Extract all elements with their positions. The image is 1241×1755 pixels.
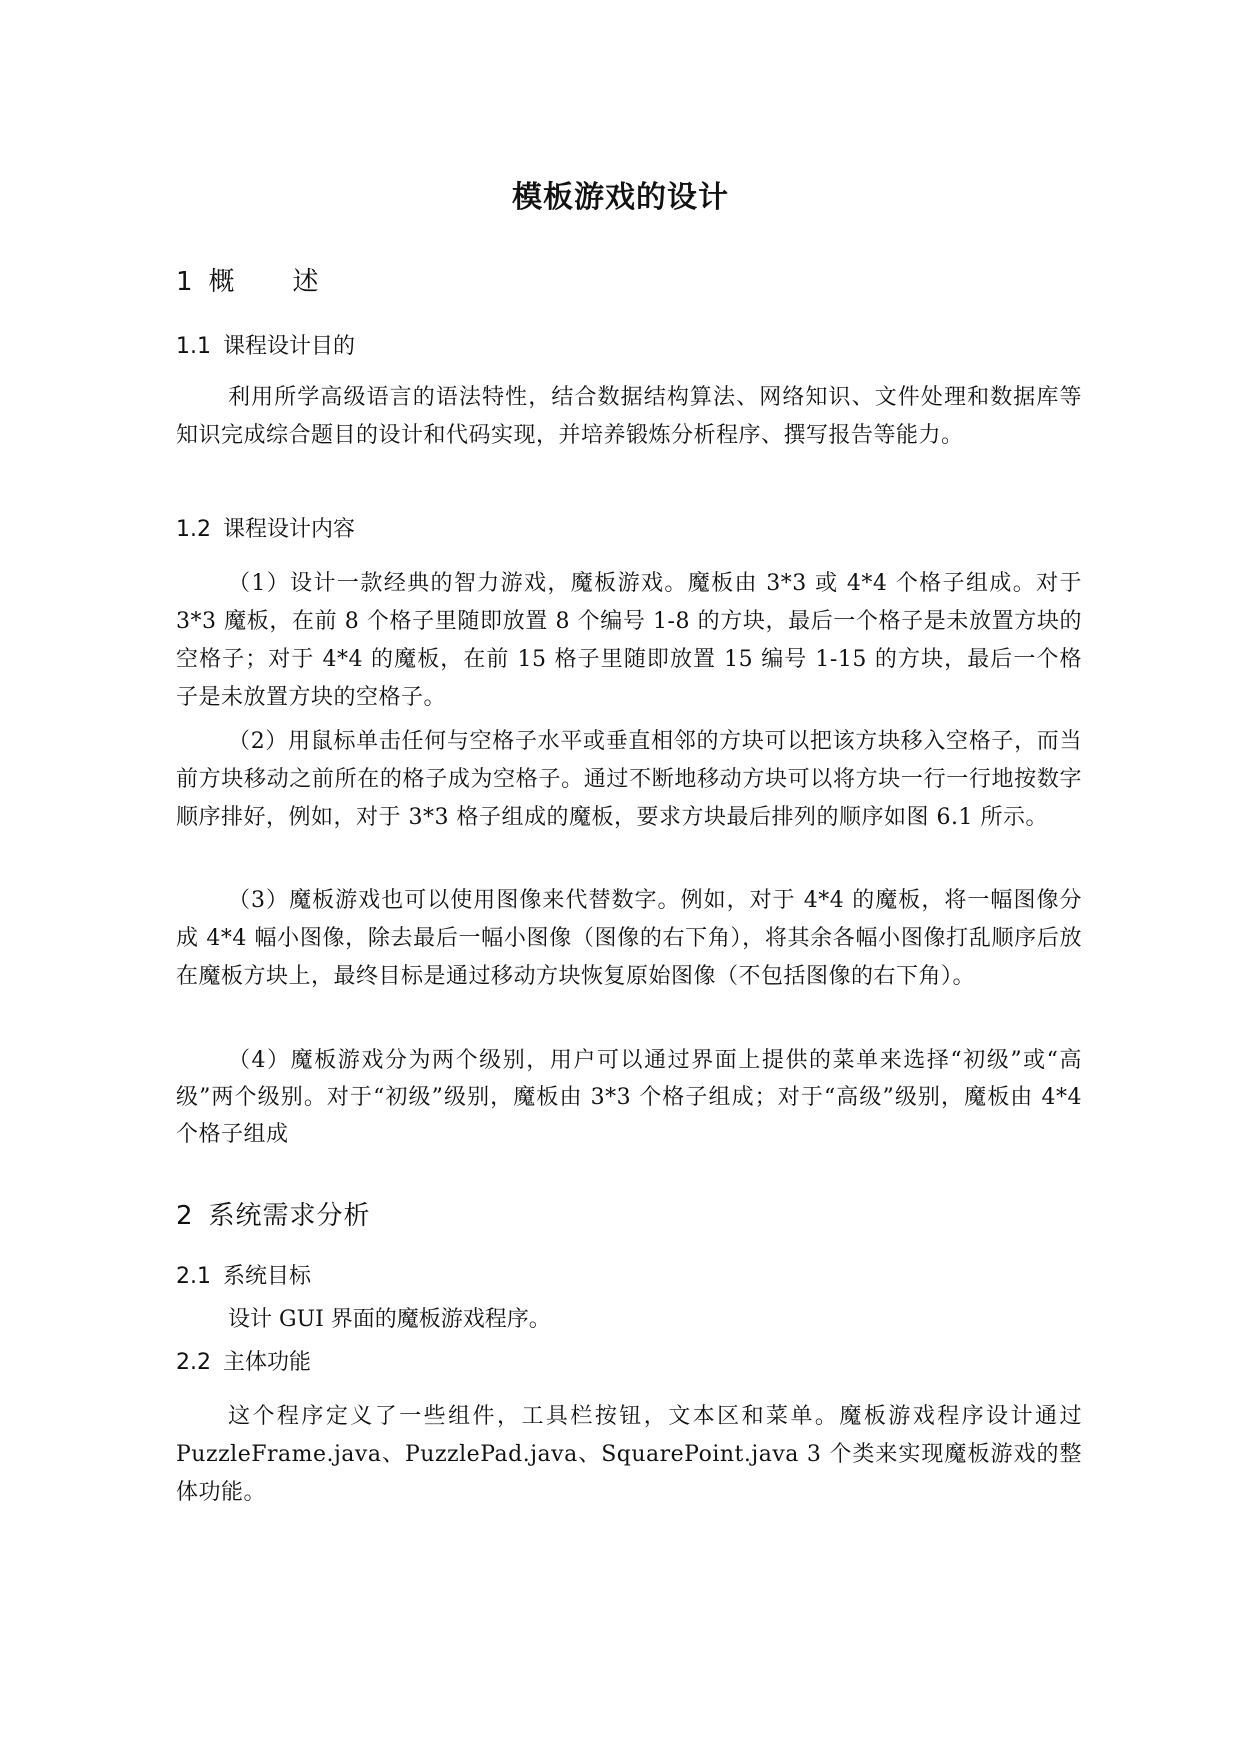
section-2-1-text: 设计 GUI 界面的魔板游戏程序。 (228, 1307, 551, 1332)
section-2-2-title: 主体功能 (223, 1350, 312, 1375)
section-1-title: 概述 (208, 267, 377, 297)
section-1-2-number: 1.2 (176, 517, 211, 542)
content-item-3: （3）魔板游戏也可以使用图像来代替数字。例如，对于 4*4 的魔板，将一幅图像分成 4*4 幅小图像，除去最后一幅小图像（图像的右下角），将其余各幅小图像打乱顺序后放在魔板方块上，最终目标是通过移动方块恢复原始图像（不包括图像的右下角）。 (176, 888, 1082, 989)
section-2-2-heading (176, 1348, 311, 1378)
section-2-1-title: 系统目标 (223, 1264, 312, 1289)
section-1-number: 1 (176, 267, 193, 297)
section-2-1-number: 2.1 (176, 1264, 211, 1289)
section-1-1-title: 课程设计目的 (223, 334, 356, 359)
section-2-2-paragraph: 这个程序定义了一些组件，工具栏按钮，文本区和菜单。魔板游戏程序设计通过 PuzzleFrame.java、PuzzlePad.java、SquarePoint.java 3 个类来实现魔板游戏的整体功能。 (176, 1404, 1082, 1505)
section-2-title: 系统需求分析 (208, 1201, 371, 1231)
section-2-number: 2 (176, 1201, 193, 1231)
section-1-1-paragraph: 利用所学高级语言的语法特性，结合数据结构算法、网络知识、文件处理和数据库等知识完成综合题目的设计和代码实现，并培养锻炼分析程序、撰写报告等能力。 (176, 385, 1082, 448)
section-1-1-heading (176, 332, 355, 362)
section-2-1-heading (176, 1262, 311, 1292)
section-2-heading (176, 1199, 371, 1233)
content-item-4: （4）魔板游戏分为两个级别，用户可以通过界面上提供的菜单来选择“初级”或“高级”两个级别。对于“初级”级别，魔板由 3*3 个格子组成；对于“高级”级别，魔板由 4*4 个格子组成 (176, 1048, 1082, 1147)
section-2-2-number: 2.2 (176, 1350, 211, 1375)
section-1-2-title: 课程设计内容 (223, 517, 356, 542)
content-item-1: （1）设计一款经典的智力游戏，魔板游戏。魔板由 3*3 或 4*4 个格子组成。对于 3*3 魔板，在前 8 个格子里随即放置 8 个编号 1-8 的方块，最后一个格子是未放置方块的空格子；对于 4*4 的魔板，在前 15 格子里随即放置 15 编号 1-15 的方块，最后一个格子是未放置方块的空格子。 (176, 571, 1082, 710)
content-item-2: （2）用鼠标单击任何与空格子水平或垂直相邻的方块可以把该方块移入空格子，而当前方块移动之前所在的格子成为空格子。通过不断地移动方块可以将方块一行一行地按数字顺序排好，例如，对于 3*3 格子组成的魔板，要求方块最后排列的顺序如图 6.1 所示。 (176, 729, 1082, 830)
document-title: 模板游戏的设计 (512, 180, 729, 215)
section-1-heading (176, 265, 377, 299)
section-1-2-heading (176, 515, 355, 545)
section-1-1-number: 1.1 (176, 334, 211, 359)
